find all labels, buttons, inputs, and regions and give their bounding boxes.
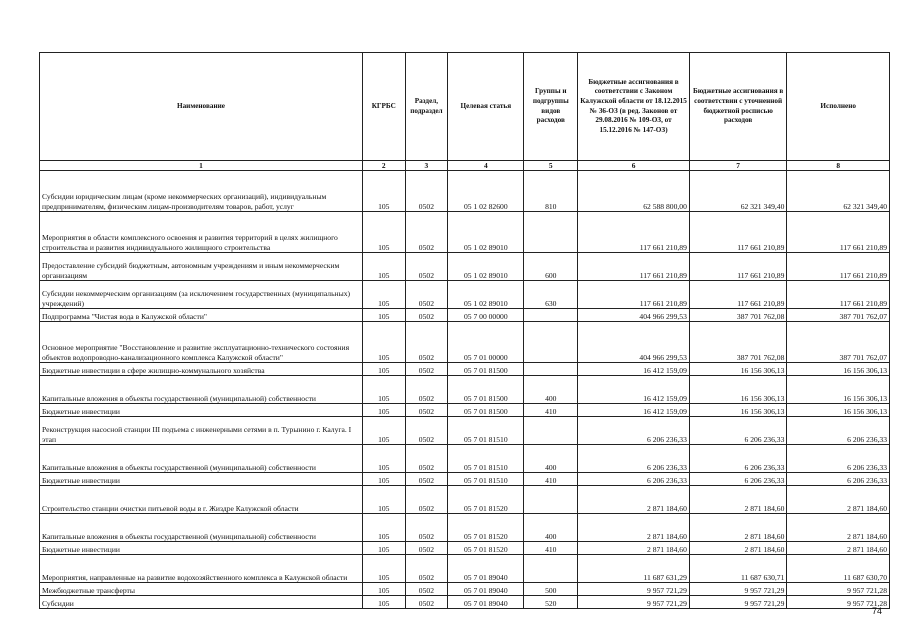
row-target-article: 05 7 00 00000: [448, 309, 524, 322]
row-expense-group: 600: [524, 253, 578, 281]
table-row: [40, 212, 890, 253]
column-number: 5: [524, 161, 578, 171]
row-kgrbs: 105: [362, 486, 405, 514]
row-law-amount: 16 412 159,09: [578, 404, 690, 417]
row-expense-group: [524, 486, 578, 514]
row-section: 0502: [405, 404, 448, 417]
row-refined-amount: 387 701 762,08: [689, 309, 786, 322]
row-law-amount: 6 206 236,33: [578, 445, 690, 473]
table-body: [40, 171, 890, 609]
header-executed: Исполнено: [787, 53, 890, 161]
row-expense-group: 400: [524, 376, 578, 404]
row-refined-amount: 2 871 184,60: [689, 514, 786, 542]
row-executed-amount: 387 701 762,07: [787, 322, 890, 363]
column-number: 6: [578, 161, 690, 171]
row-section: 0502: [405, 322, 448, 363]
row-target-article: 05 1 02 89010: [448, 212, 524, 253]
row-executed-amount: 387 701 762,07: [787, 309, 890, 322]
table-row: [40, 514, 890, 542]
table-row: [40, 596, 890, 609]
row-kgrbs: 105: [362, 322, 405, 363]
row-expense-group: 630: [524, 281, 578, 309]
row-refined-amount: 6 206 236,33: [689, 417, 786, 445]
row-refined-amount: 11 687 630,71: [689, 555, 786, 583]
row-executed-amount: 2 871 184,60: [787, 486, 890, 514]
row-section: 0502: [405, 514, 448, 542]
row-name: Субсидии: [40, 596, 363, 609]
row-section: 0502: [405, 473, 448, 486]
row-executed-amount: 117 661 210,89: [787, 212, 890, 253]
row-executed-amount: 6 206 236,33: [787, 417, 890, 445]
row-law-amount: 16 412 159,09: [578, 376, 690, 404]
row-expense-group: [524, 322, 578, 363]
row-law-amount: 6 206 236,33: [578, 417, 690, 445]
row-refined-amount: 117 661 210,89: [689, 212, 786, 253]
row-expense-group: [524, 555, 578, 583]
row-target-article: 05 7 01 81510: [448, 473, 524, 486]
header-kgrbs: КГРБС: [362, 53, 405, 161]
row-section: 0502: [405, 281, 448, 309]
row-name: Бюджетные инвестиции: [40, 404, 363, 417]
row-law-amount: 404 966 299,53: [578, 309, 690, 322]
table-row: [40, 542, 890, 555]
table-row: [40, 583, 890, 596]
header-target: Целевая статья: [448, 53, 524, 161]
row-section: 0502: [405, 542, 448, 555]
header-section: Раздел, подраздел: [405, 53, 448, 161]
row-refined-amount: 16 156 306,13: [689, 376, 786, 404]
row-executed-amount: 62 321 349,40: [787, 171, 890, 212]
row-name: Бюджетные инвестиции: [40, 473, 363, 486]
row-expense-group: 400: [524, 445, 578, 473]
table-row: [40, 445, 890, 473]
row-target-article: 05 1 02 89010: [448, 281, 524, 309]
row-law-amount: 117 661 210,89: [578, 253, 690, 281]
row-refined-amount: 2 871 184,60: [689, 542, 786, 555]
row-refined-amount: 16 156 306,13: [689, 363, 786, 376]
row-kgrbs: 105: [362, 171, 405, 212]
row-refined-amount: 387 701 762,08: [689, 322, 786, 363]
row-expense-group: 500: [524, 583, 578, 596]
column-number: 8: [787, 161, 890, 171]
row-name: Капитальные вложения в объекты государственной (муниципальной) собственности: [40, 445, 363, 473]
row-expense-group: [524, 417, 578, 445]
header-law: Бюджетные ассигнования в соответствии с Законом Калужской области от 18.12.2015 № 36-ОЗ (в ред. Законов от 29.08.2016 № 109-ОЗ, от 15.12.2016 № 147-ОЗ): [578, 53, 690, 161]
column-number: 4: [448, 161, 524, 171]
row-section: 0502: [405, 417, 448, 445]
row-executed-amount: 2 871 184,60: [787, 514, 890, 542]
row-name: Субсидии юридическим лицам (кроме некоммерческих организаций), индивидуальным предпринимателям, физическим лицам-производителям товаров, работ, услуг: [40, 171, 363, 212]
row-refined-amount: 16 156 306,13: [689, 404, 786, 417]
row-name: Субсидии некоммерческим организациям (за исключением государственных (муниципальных) учреждений): [40, 281, 363, 309]
row-kgrbs: 105: [362, 514, 405, 542]
row-kgrbs: 105: [362, 253, 405, 281]
row-target-article: 05 7 01 81500: [448, 363, 524, 376]
row-section: 0502: [405, 376, 448, 404]
row-law-amount: 117 661 210,89: [578, 281, 690, 309]
header-name: Наименование: [40, 53, 363, 161]
row-refined-amount: 9 957 721,29: [689, 583, 786, 596]
column-number: 2: [362, 161, 405, 171]
row-executed-amount: 6 206 236,33: [787, 445, 890, 473]
row-law-amount: 404 966 299,53: [578, 322, 690, 363]
row-executed-amount: 6 206 236,33: [787, 473, 890, 486]
row-expense-group: [524, 309, 578, 322]
table-row: [40, 486, 890, 514]
row-law-amount: 9 957 721,29: [578, 583, 690, 596]
row-refined-amount: 117 661 210,89: [689, 281, 786, 309]
column-number-row: [40, 161, 890, 171]
row-section: 0502: [405, 486, 448, 514]
row-section: 0502: [405, 253, 448, 281]
row-kgrbs: 105: [362, 404, 405, 417]
row-name: Бюджетные инвестиции: [40, 542, 363, 555]
row-kgrbs: 105: [362, 309, 405, 322]
row-law-amount: 9 957 721,29: [578, 596, 690, 609]
row-section: 0502: [405, 583, 448, 596]
row-kgrbs: 105: [362, 583, 405, 596]
row-executed-amount: 2 871 184,60: [787, 542, 890, 555]
row-refined-amount: 9 957 721,29: [689, 596, 786, 609]
row-section: 0502: [405, 212, 448, 253]
row-refined-amount: 6 206 236,33: [689, 445, 786, 473]
table-row: [40, 376, 890, 404]
header-refined: Бюджетные ассигнования в соответствии с уточненной бюджетной росписью расходов: [689, 53, 786, 161]
table-row: [40, 404, 890, 417]
page-number: 74: [872, 606, 883, 616]
row-expense-group: 410: [524, 473, 578, 486]
row-target-article: 05 7 01 81520: [448, 514, 524, 542]
header-groups: Группы и подгруппы видов расходов: [524, 53, 578, 161]
row-kgrbs: 105: [362, 596, 405, 609]
row-refined-amount: 117 661 210,89: [689, 253, 786, 281]
row-expense-group: [524, 363, 578, 376]
row-target-article: 05 1 02 89010: [448, 253, 524, 281]
row-name: Реконструкция насосной станции III подъема с инженерными сетями в п. Турынино г. Калуга. I этап: [40, 417, 363, 445]
row-law-amount: 16 412 159,09: [578, 363, 690, 376]
row-expense-group: 520: [524, 596, 578, 609]
row-executed-amount: 9 957 721,28: [787, 583, 890, 596]
row-kgrbs: 105: [362, 281, 405, 309]
row-name: Бюджетные инвестиции в сфере жилищно-коммунального хозяйства: [40, 363, 363, 376]
row-kgrbs: 105: [362, 376, 405, 404]
table-row: [40, 322, 890, 363]
row-section: 0502: [405, 555, 448, 583]
row-law-amount: 6 206 236,33: [578, 473, 690, 486]
row-name: Межбюджетные трансферты: [40, 583, 363, 596]
row-kgrbs: 105: [362, 363, 405, 376]
row-target-article: 05 7 01 89040: [448, 596, 524, 609]
table-row: [40, 309, 890, 322]
table-row: [40, 417, 890, 445]
row-target-article: 05 7 01 89040: [448, 583, 524, 596]
row-kgrbs: 105: [362, 542, 405, 555]
column-number: 3: [405, 161, 448, 171]
row-name: Подпрограмма "Чистая вода в Калужской области": [40, 309, 363, 322]
row-expense-group: 410: [524, 542, 578, 555]
row-expense-group: 410: [524, 404, 578, 417]
row-kgrbs: 105: [362, 417, 405, 445]
row-kgrbs: 105: [362, 445, 405, 473]
row-name: Основное мероприятие "Восстановление и развитие эксплуатационно-технического состояния объектов водопроводно-канализационного комплекса Калужской области": [40, 322, 363, 363]
row-target-article: 05 7 01 89040: [448, 555, 524, 583]
row-section: 0502: [405, 596, 448, 609]
row-expense-group: 400: [524, 514, 578, 542]
row-executed-amount: 16 156 306,13: [787, 404, 890, 417]
row-name: Капитальные вложения в объекты государственной (муниципальной) собственности: [40, 514, 363, 542]
row-target-article: 05 1 02 82600: [448, 171, 524, 212]
table-row: [40, 171, 890, 212]
row-name: Мероприятия в области комплексного освоения и развития территорий в целях жилищного строительства и развития индивидуального жилищного строительства: [40, 212, 363, 253]
row-kgrbs: 105: [362, 473, 405, 486]
row-target-article: 05 7 01 81500: [448, 376, 524, 404]
row-name: Предоставление субсидий бюджетным, автономным учреждениям и иным некоммерческим организациям: [40, 253, 363, 281]
table-row: [40, 253, 890, 281]
row-executed-amount: 16 156 306,13: [787, 363, 890, 376]
row-executed-amount: 9 957 721,28: [787, 596, 890, 609]
row-section: 0502: [405, 445, 448, 473]
table-row: [40, 281, 890, 309]
row-executed-amount: 117 661 210,89: [787, 253, 890, 281]
row-section: 0502: [405, 363, 448, 376]
table-row: [40, 363, 890, 376]
row-target-article: 05 7 01 81520: [448, 486, 524, 514]
row-expense-group: 810: [524, 171, 578, 212]
row-law-amount: 2 871 184,60: [578, 486, 690, 514]
row-name: Капитальные вложения в объекты государственной (муниципальной) собственности: [40, 376, 363, 404]
row-section: 0502: [405, 309, 448, 322]
row-law-amount: 2 871 184,60: [578, 514, 690, 542]
row-refined-amount: 62 321 349,40: [689, 171, 786, 212]
row-target-article: 05 7 01 81510: [448, 445, 524, 473]
row-target-article: 05 7 01 81520: [448, 542, 524, 555]
row-executed-amount: 11 687 630,70: [787, 555, 890, 583]
row-law-amount: 117 661 210,89: [578, 212, 690, 253]
row-executed-amount: 16 156 306,13: [787, 376, 890, 404]
row-refined-amount: 2 871 184,60: [689, 486, 786, 514]
row-expense-group: [524, 212, 578, 253]
table-header-row: [40, 53, 890, 161]
row-section: 0502: [405, 171, 448, 212]
row-kgrbs: 105: [362, 555, 405, 583]
budget-table: [39, 52, 890, 609]
row-target-article: 05 7 01 81510: [448, 417, 524, 445]
table-row: [40, 555, 890, 583]
row-name: Строительство станции очистки питьевой воды в г. Жиздре Калужской области: [40, 486, 363, 514]
row-refined-amount: 6 206 236,33: [689, 473, 786, 486]
row-law-amount: 2 871 184,60: [578, 542, 690, 555]
table-row: [40, 473, 890, 486]
row-kgrbs: 105: [362, 212, 405, 253]
row-executed-amount: 117 661 210,89: [787, 281, 890, 309]
row-law-amount: 62 588 800,00: [578, 171, 690, 212]
column-number: 1: [40, 161, 363, 171]
column-number: 7: [689, 161, 786, 171]
row-target-article: 05 7 01 81500: [448, 404, 524, 417]
row-name: Мероприятия, направленные на развитие водохозяйственного комплекса в Калужской области: [40, 555, 363, 583]
row-target-article: 05 7 01 00000: [448, 322, 524, 363]
row-law-amount: 11 687 631,29: [578, 555, 690, 583]
